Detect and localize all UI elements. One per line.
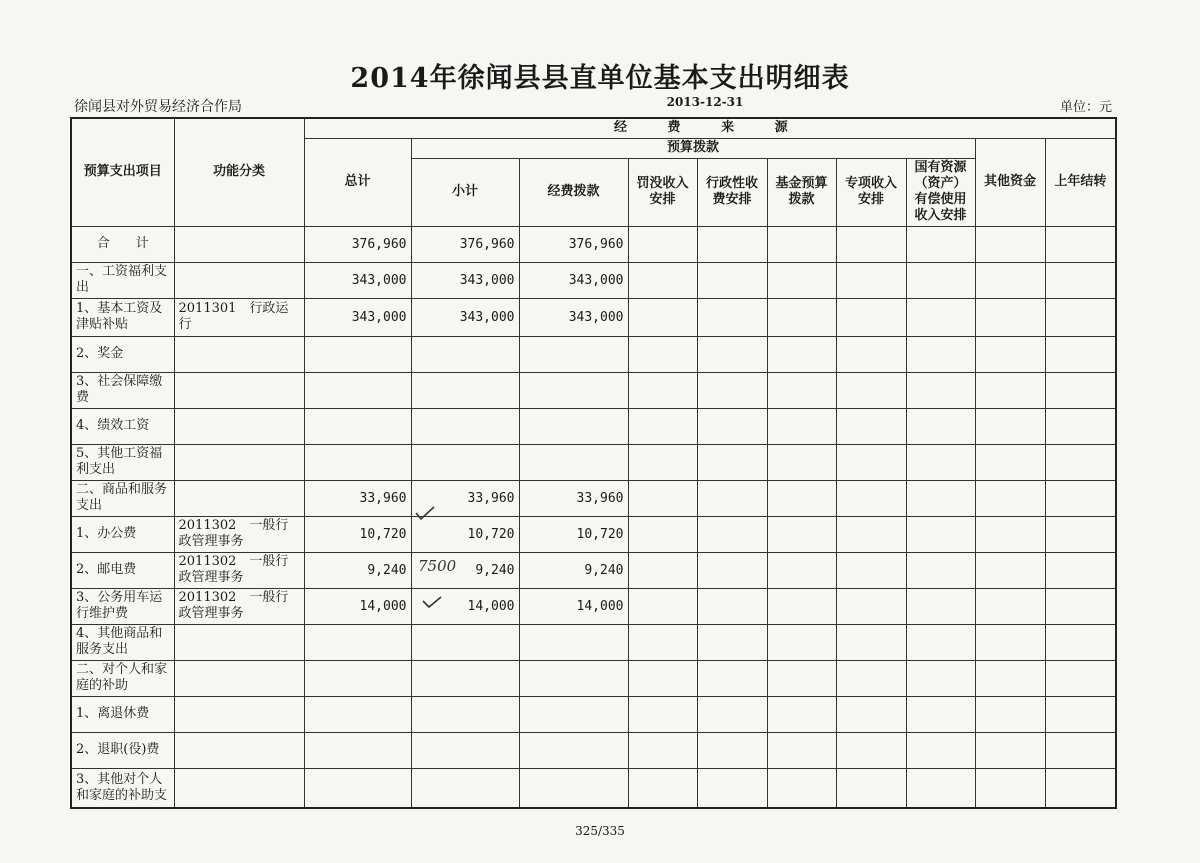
empty-cell [767,226,836,262]
empty-cell [975,298,1045,336]
row-subtotal: 343,000 [411,262,519,298]
empty-cell [628,372,697,408]
header-funds-allocation: 经费拨款 [519,158,628,226]
empty-cell [906,516,975,552]
table-row [71,408,1116,444]
row-item-label: 1、基本工资及津贴补贴 [71,298,174,336]
row-function [174,732,304,768]
row-subtotal [411,444,519,480]
empty-cell [906,732,975,768]
row-total [304,624,411,660]
empty-cell [1045,624,1116,660]
empty-cell [836,768,906,808]
row-function [174,696,304,732]
checkmark-icon [413,503,437,523]
row-item-label: 一、工资福利支出 [71,262,174,298]
row-item-label: 1、离退休费 [71,696,174,732]
row-total: 9,240 [304,552,411,588]
empty-cell [767,262,836,298]
empty-cell [1045,696,1116,732]
empty-cell [697,298,767,336]
row-subtotal [411,696,519,732]
empty-cell [767,516,836,552]
row-funds-allocation: 9,240 [519,552,628,588]
empty-cell [906,372,975,408]
empty-cell [697,408,767,444]
row-subtotal: 9,240 [411,552,519,588]
header-admin-fees: 行政性收费安排 [697,158,767,226]
empty-cell [836,552,906,588]
empty-cell [836,696,906,732]
empty-cell [836,298,906,336]
empty-cell [697,732,767,768]
empty-cell [1045,768,1116,808]
header-fund-budget: 基金预算拨款 [767,158,836,226]
empty-cell [1045,552,1116,588]
empty-cell [975,552,1045,588]
row-subtotal: 343,000 [411,298,519,336]
row-funds-allocation [519,444,628,480]
empty-cell [906,262,975,298]
empty-cell [975,226,1045,262]
empty-cell [836,262,906,298]
table-row [71,262,1116,298]
empty-cell [836,372,906,408]
empty-cell [767,660,836,696]
row-function [174,624,304,660]
row-item-label: 5、其他工资福利支出 [71,444,174,480]
empty-cell [628,336,697,372]
empty-cell [628,516,697,552]
row-total: 33,960 [304,480,411,516]
row-function [174,768,304,808]
empty-cell [975,588,1045,624]
row-function: 2011302 一般行政管理事务 [174,516,304,552]
row-subtotal: 10,720 [411,516,519,552]
empty-cell [767,624,836,660]
empty-cell [628,696,697,732]
empty-cell [1045,480,1116,516]
empty-cell [836,336,906,372]
row-subtotal [411,372,519,408]
report-date: 2013-12-31 [666,95,744,109]
row-item-label: 合 计 [71,226,174,262]
row-subtotal: 376,960 [411,226,519,262]
row-funds-allocation [519,660,628,696]
empty-cell [767,696,836,732]
row-subtotal [411,732,519,768]
row-total [304,444,411,480]
row-item-label: 3、公务用车运行维护费 [71,588,174,624]
row-total: 343,000 [304,298,411,336]
row-subtotal: 14,000 [411,588,519,624]
empty-cell [767,552,836,588]
currency-unit: 单位：元 [1059,100,1112,115]
row-funds-allocation [519,408,628,444]
row-total [304,732,411,768]
empty-cell [975,444,1045,480]
empty-cell [906,768,975,808]
empty-cell [906,624,975,660]
empty-cell [697,262,767,298]
empty-cell [767,768,836,808]
row-funds-allocation [519,732,628,768]
header-function: 功能分类 [174,118,304,226]
row-subtotal [411,408,519,444]
empty-cell [628,408,697,444]
empty-cell [906,444,975,480]
row-subtotal [411,660,519,696]
empty-cell [1045,262,1116,298]
empty-cell [1045,516,1116,552]
row-item-label: 3、其他对个人和家庭的补助支 [71,768,174,808]
row-item-label: 3、社会保障缴费 [71,372,174,408]
header-fines-income: 罚没收入安排 [628,158,697,226]
row-funds-allocation: 10,720 [519,516,628,552]
empty-cell [975,732,1045,768]
empty-cell [836,588,906,624]
empty-cell [697,372,767,408]
row-funds-allocation: 376,960 [519,226,628,262]
row-function [174,660,304,696]
empty-cell [836,732,906,768]
table-row [71,624,1116,660]
table-row [71,226,1116,262]
header-state-assets: 国有资源（资产）有偿使用收入安排 [906,158,975,226]
empty-cell [1045,408,1116,444]
row-funds-allocation [519,768,628,808]
row-total [304,372,411,408]
row-function [174,262,304,298]
empty-cell [697,588,767,624]
empty-cell [628,552,697,588]
empty-cell [628,226,697,262]
empty-cell [906,588,975,624]
empty-cell [975,480,1045,516]
empty-cell [1045,660,1116,696]
empty-cell [975,372,1045,408]
empty-cell [628,732,697,768]
row-total [304,336,411,372]
empty-cell [906,336,975,372]
row-function [174,226,304,262]
header-carryover: 上年结转 [1045,138,1116,226]
table-row [71,444,1116,480]
empty-cell [767,336,836,372]
page-number: 325/335 [575,824,625,838]
empty-cell [906,408,975,444]
row-function [174,372,304,408]
empty-cell [697,552,767,588]
row-subtotal: 33,960 [411,480,519,516]
row-item-label: 2、退职(役)费 [71,732,174,768]
row-function [174,480,304,516]
row-function [174,408,304,444]
empty-cell [836,660,906,696]
empty-cell [697,516,767,552]
row-item-label: 1、办公费 [71,516,174,552]
row-total: 343,000 [304,262,411,298]
empty-cell [1045,588,1116,624]
empty-cell [906,226,975,262]
table-row [71,768,1116,808]
empty-cell [1045,732,1116,768]
table-row [71,660,1116,696]
empty-cell [767,372,836,408]
empty-cell [975,624,1045,660]
empty-cell [836,408,906,444]
row-funds-allocation [519,372,628,408]
header-special-income: 专项收入安排 [836,158,906,226]
row-subtotal [411,768,519,808]
row-funds-allocation [519,624,628,660]
empty-cell [975,768,1045,808]
empty-cell [975,408,1045,444]
row-total: 376,960 [304,226,411,262]
empty-cell [975,262,1045,298]
header-item: 预算支出项目 [71,118,174,226]
row-subtotal [411,624,519,660]
empty-cell [1045,372,1116,408]
table-row [71,298,1116,336]
checkmark-icon [420,592,444,612]
empty-cell [906,298,975,336]
handwritten-note: 7500 [418,557,457,575]
header-source: 经 费 来 源 [304,118,1116,138]
expenditure-table [70,117,1117,809]
empty-cell [767,444,836,480]
empty-cell [1045,298,1116,336]
empty-cell [767,588,836,624]
row-total [304,696,411,732]
empty-cell [767,408,836,444]
empty-cell [628,444,697,480]
empty-cell [1045,226,1116,262]
empty-cell [697,480,767,516]
header-budget-allocation: 预算拨款 [411,138,975,158]
table-row [71,372,1116,408]
row-funds-allocation: 343,000 [519,298,628,336]
empty-cell [906,480,975,516]
empty-cell [628,262,697,298]
unit-name: 徐闻县对外贸易经济合作局 [74,99,242,115]
row-item-label: 2、邮电费 [71,552,174,588]
table-row [71,552,1116,588]
header-total: 总计 [304,138,411,226]
row-total: 14,000 [304,588,411,624]
row-total [304,660,411,696]
row-function: 2011301 行政运行 [174,298,304,336]
empty-cell [697,336,767,372]
empty-cell [906,696,975,732]
table-row [71,696,1116,732]
empty-cell [906,552,975,588]
row-item-label: 4、其他商品和服务支出 [71,624,174,660]
empty-cell [628,588,697,624]
empty-cell [906,660,975,696]
empty-cell [836,516,906,552]
table-row [71,588,1116,624]
empty-cell [975,516,1045,552]
row-item-label: 2、奖金 [71,336,174,372]
empty-cell [697,226,767,262]
row-funds-allocation [519,696,628,732]
empty-cell [767,732,836,768]
row-funds-allocation: 33,960 [519,480,628,516]
empty-cell [767,298,836,336]
table-row [71,516,1116,552]
empty-cell [628,298,697,336]
empty-cell [1045,444,1116,480]
empty-cell [697,696,767,732]
page-title: 2014年徐闻县县直单位基本支出明细表 [350,63,850,94]
table-row [71,732,1116,768]
row-function: 2011302 一般行政管理事务 [174,552,304,588]
empty-cell [697,444,767,480]
header-other-funds: 其他资金 [975,138,1045,226]
empty-cell [975,336,1045,372]
empty-cell [628,480,697,516]
empty-cell [975,660,1045,696]
table-row [71,336,1116,372]
row-funds-allocation: 14,000 [519,588,628,624]
row-total [304,768,411,808]
row-item-label: 二、商品和服务支出 [71,480,174,516]
empty-cell [836,624,906,660]
empty-cell [628,768,697,808]
empty-cell [697,624,767,660]
empty-cell [1045,336,1116,372]
table-body [71,226,1116,808]
empty-cell [836,480,906,516]
empty-cell [975,696,1045,732]
empty-cell [836,444,906,480]
header-subtotal: 小计 [411,158,519,226]
table-row [71,480,1116,516]
row-subtotal [411,336,519,372]
row-total [304,408,411,444]
empty-cell [628,624,697,660]
row-function: 2011302 一般行政管理事务 [174,588,304,624]
row-item-label: 4、绩效工资 [71,408,174,444]
empty-cell [767,480,836,516]
row-item-label: 二、对个人和家庭的补助 [71,660,174,696]
row-total: 10,720 [304,516,411,552]
row-function [174,336,304,372]
empty-cell [836,226,906,262]
row-funds-allocation: 343,000 [519,262,628,298]
empty-cell [697,768,767,808]
empty-cell [697,660,767,696]
row-funds-allocation [519,336,628,372]
row-function [174,444,304,480]
empty-cell [628,660,697,696]
